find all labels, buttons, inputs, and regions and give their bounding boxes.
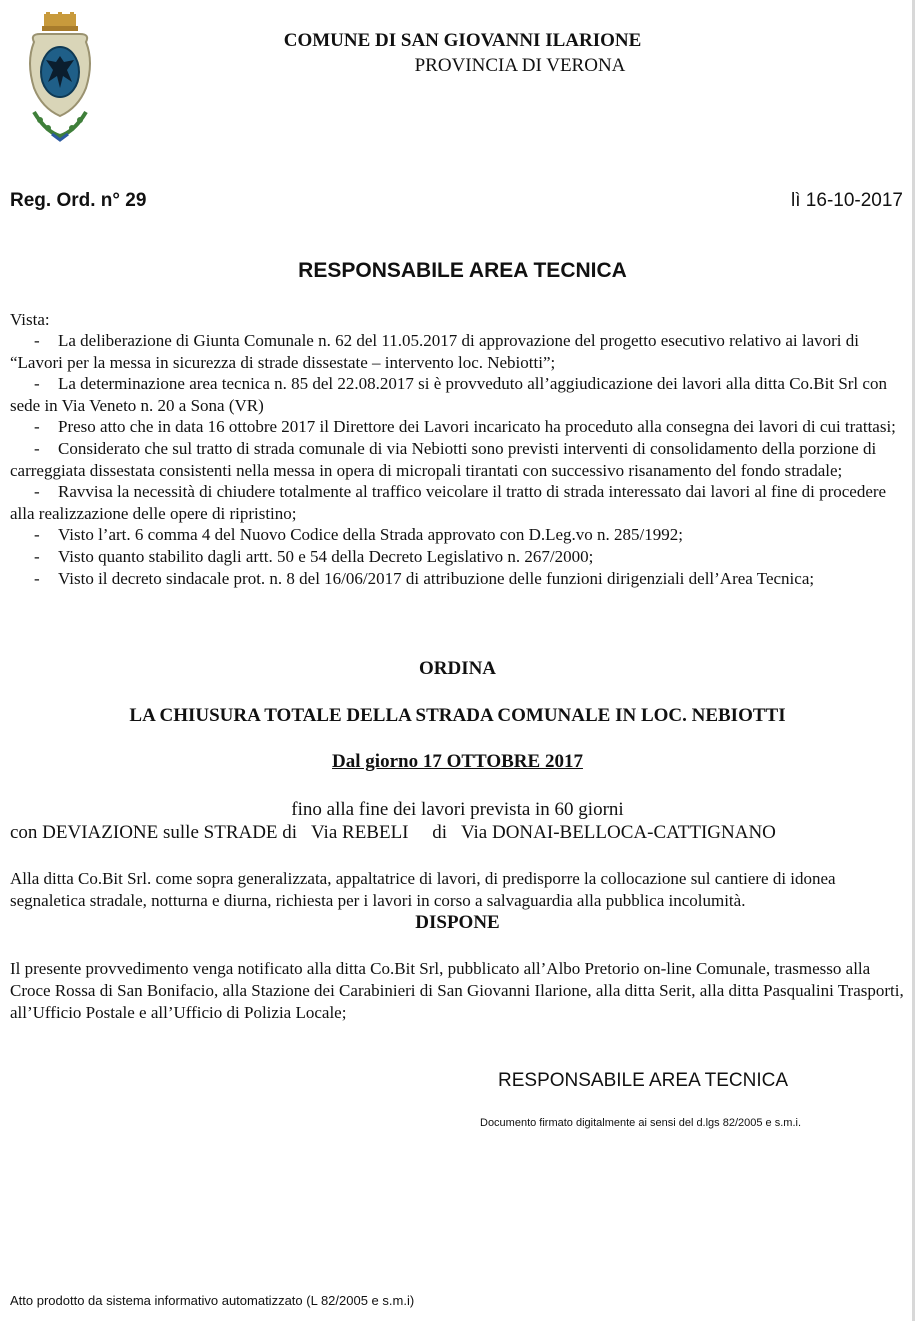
list-dash: -	[34, 525, 40, 545]
list-item	[10, 524, 910, 546]
list-item	[10, 416, 910, 438]
list-dash: -	[34, 568, 40, 588]
dispone-heading: DISPONE	[415, 912, 500, 933]
list-item-text: Visto il decreto sindacale prot. n. 8 del 16/06/2017 di attribuzione delle funzioni dirigenziali dell’Area Tecnica;	[58, 568, 815, 588]
document-date: lì 16-10-2017	[791, 190, 903, 211]
closure-heading: LA CHIUSURA TOTALE DELLA STRADA COMUNALE IN LOC. NEBIOTTI	[129, 705, 786, 726]
document-title: RESPONSABILE AREA TECNICA	[298, 259, 627, 282]
list-item-text: Ravvisa la necessità di chiudere totalmente al traffico veicolare il tratto di strada interessato dai lavori al fine di procedere alla realizzazione delle opere di ripristino;	[10, 482, 887, 523]
signature-title: RESPONSABILE AREA TECNICA	[498, 1070, 789, 1091]
list-dash: -	[34, 546, 40, 566]
list-item-text: La deliberazione di Giunta Comunale n. 62 del 11.05.2017 di approvazione del progetto esecutivo relativo ai lavori di “Lavori per la messa in sicurezza di strade dissestate – intervento loc. Nebiotti”;	[10, 331, 859, 372]
list-item	[10, 481, 910, 524]
register-number: Reg. Ord. n° 29	[10, 190, 147, 211]
start-date-heading	[0, 751, 915, 773]
list-item-text: Considerato che sul tratto di strada comunale di via Nebiotti sono previsti interventi di consolidamento della porzione di carreggiata dissestata consistenti nella messa in opera di micropali tirantati con successivo risanamento del fondo stradale;	[10, 438, 877, 480]
list-item	[10, 373, 910, 416]
notification-paragraph: Il presente provvedimento venga notificato alla ditta Co.Bit Srl, pubblicato all’Albo Pretorio on-line Comunale, trasmesso alla Croce Rossa di San Bonifacio, alla Stazione dei Carabinieri di San Giovanni Ilarione, alla ditta Serit, alla ditta Pasqualini Trasporti, all’Ufficio Postale e all’Ufficio di Polizia Locale;	[10, 959, 904, 1022]
contractor-paragraph: Alla ditta Co.Bit Srl. come sopra generalizzata, appaltatrice di lavori, di predisporre la collocazione sul cantiere di idonea segnaletica stradale, notturna e diurna, richiesta per i lavori in corso a salvaguardia alla pubblica incolumità.	[10, 869, 836, 910]
list-dash: -	[34, 438, 40, 458]
vista-label: Vista:	[10, 310, 50, 329]
list-item-text: Visto l’art. 6 comma 4 del Nuovo Codice della Strada approvato con D.Leg.vo n. 285/1992;	[58, 525, 684, 545]
list-dash: -	[34, 374, 40, 394]
footer-note: Atto prodotto da sistema informativo automatizzato (L 82/2005 e s.m.i)	[10, 1293, 415, 1308]
list-item-text: Visto quanto stabilito dagli artt. 50 e 54 della Decreto Legislativo n. 267/2000;	[58, 546, 594, 566]
start-date-text: Dal giorno 17 OTTOBRE 2017	[332, 751, 583, 772]
duration-line: fino alla fine dei lavori prevista in 60 giorni	[291, 799, 624, 820]
signature-note: Documento firmato digitalmente ai sensi del d.lgs 82/2005 e s.m.i.	[480, 1117, 801, 1129]
list-item	[10, 568, 910, 590]
vista-list	[10, 330, 910, 589]
list-item	[10, 546, 910, 568]
list-item	[10, 438, 910, 481]
list-item	[10, 330, 910, 373]
ordina-heading: ORDINA	[418, 658, 497, 679]
list-item-text: La determinazione area tecnica n. 85 del 22.08.2017 si è provveduto all’aggiudicazione dei lavori alla ditta Co.Bit Srl con sede in Via Veneto n. 20 a Sona (VR)	[10, 374, 887, 415]
list-item-text: Preso atto che in data 16 ottobre 2017 il Direttore dei Lavori incaricato ha proceduto alla consegna dei lavori di cui trattasi;	[58, 417, 896, 437]
detour-line: con DEVIAZIONE sulle STRADE di Via REBELI di Via DONAI-BELLOCA-CATTIGNANO	[10, 822, 776, 843]
list-dash: -	[34, 331, 40, 350]
province-name: PROVINCIA DI VERONA	[414, 55, 626, 76]
list-dash: -	[34, 482, 40, 502]
municipality-name: COMUNE DI SAN GIOVANNI ILARIONE	[283, 30, 642, 51]
list-dash: -	[34, 417, 40, 437]
